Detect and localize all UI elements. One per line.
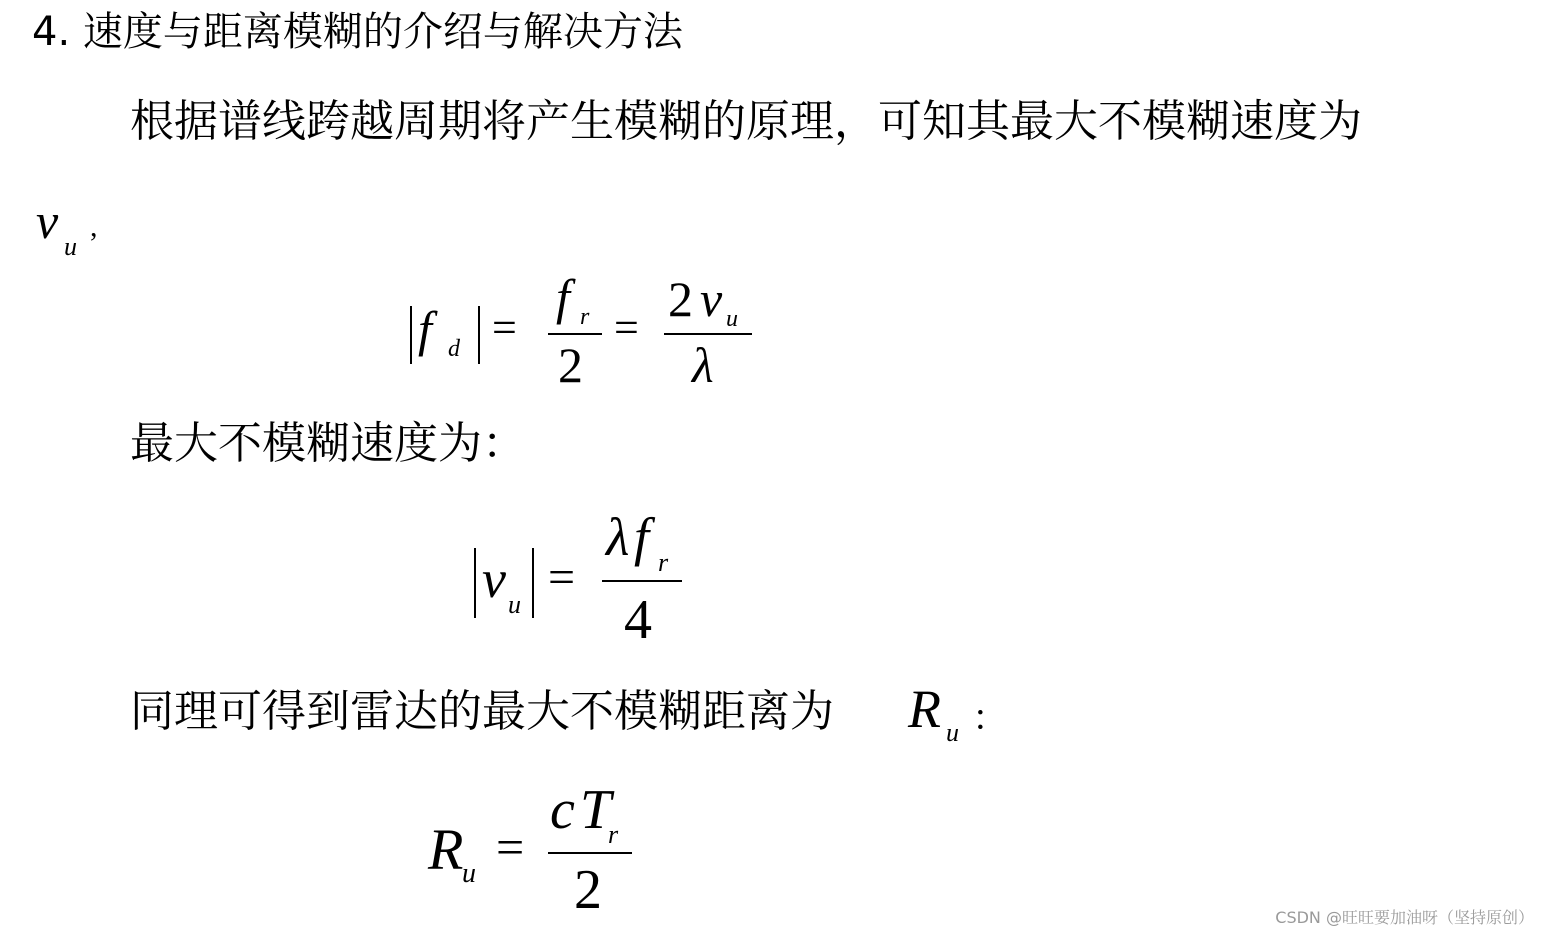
colon: ： [972,698,1009,739]
sub-u: u [64,232,77,261]
equals-sign: = [548,551,576,604]
sub-u: u [946,718,959,747]
paragraph-max-range: 同理可得到雷达的最大不模糊距离为 [130,686,834,737]
comma: , [90,210,98,243]
watermark: CSDN @旺旺要加油呀（坚持原创） [1275,908,1534,927]
denominator-2: 2 [558,337,583,393]
denominator-4: 4 [624,589,652,651]
abs-bar-left [474,548,476,618]
paragraph-max-velocity: 最大不模糊速度为： [130,418,526,469]
var-v: v [700,271,723,327]
fraction-bar [548,333,602,335]
equals-sign: = [496,819,525,875]
equals-sign: = [614,303,639,352]
fraction-bar [548,852,632,854]
var-f: f [418,301,432,357]
lambda-symbol: λ [692,337,714,393]
section-heading: 4. 速度与距离模糊的介绍与解决方法 [32,9,683,55]
coefficient-2: 2 [668,271,693,327]
equals-sign: = [492,303,517,352]
sub-r: r [608,820,619,849]
var-f-numerator: f [556,269,570,325]
sub-u: u [726,306,738,332]
lambda-symbol: λ [606,507,630,567]
abs-bar-right [478,306,480,364]
var-T: T [580,779,612,841]
abs-bar-left [410,306,412,364]
var-f: f [634,507,650,567]
sub-r: r [658,548,669,577]
var-R: R [428,817,464,882]
sub-d: d [448,336,460,362]
fraction-bar [664,333,752,335]
sub-r: r [580,304,590,330]
sub-u: u [508,590,521,619]
var-c: c [550,779,575,841]
fraction-bar [602,580,682,582]
var-v: v [482,549,506,609]
denominator-2: 2 [574,859,602,921]
sub-u: u [462,858,476,889]
var-v: v [36,193,59,249]
paragraph-max-velocity-intro: 根据谱线跨越周期将产生模糊的原理，可知其最大不模糊速度为 [130,96,1362,147]
abs-bar-right [532,548,534,618]
var-R: R [908,679,941,739]
